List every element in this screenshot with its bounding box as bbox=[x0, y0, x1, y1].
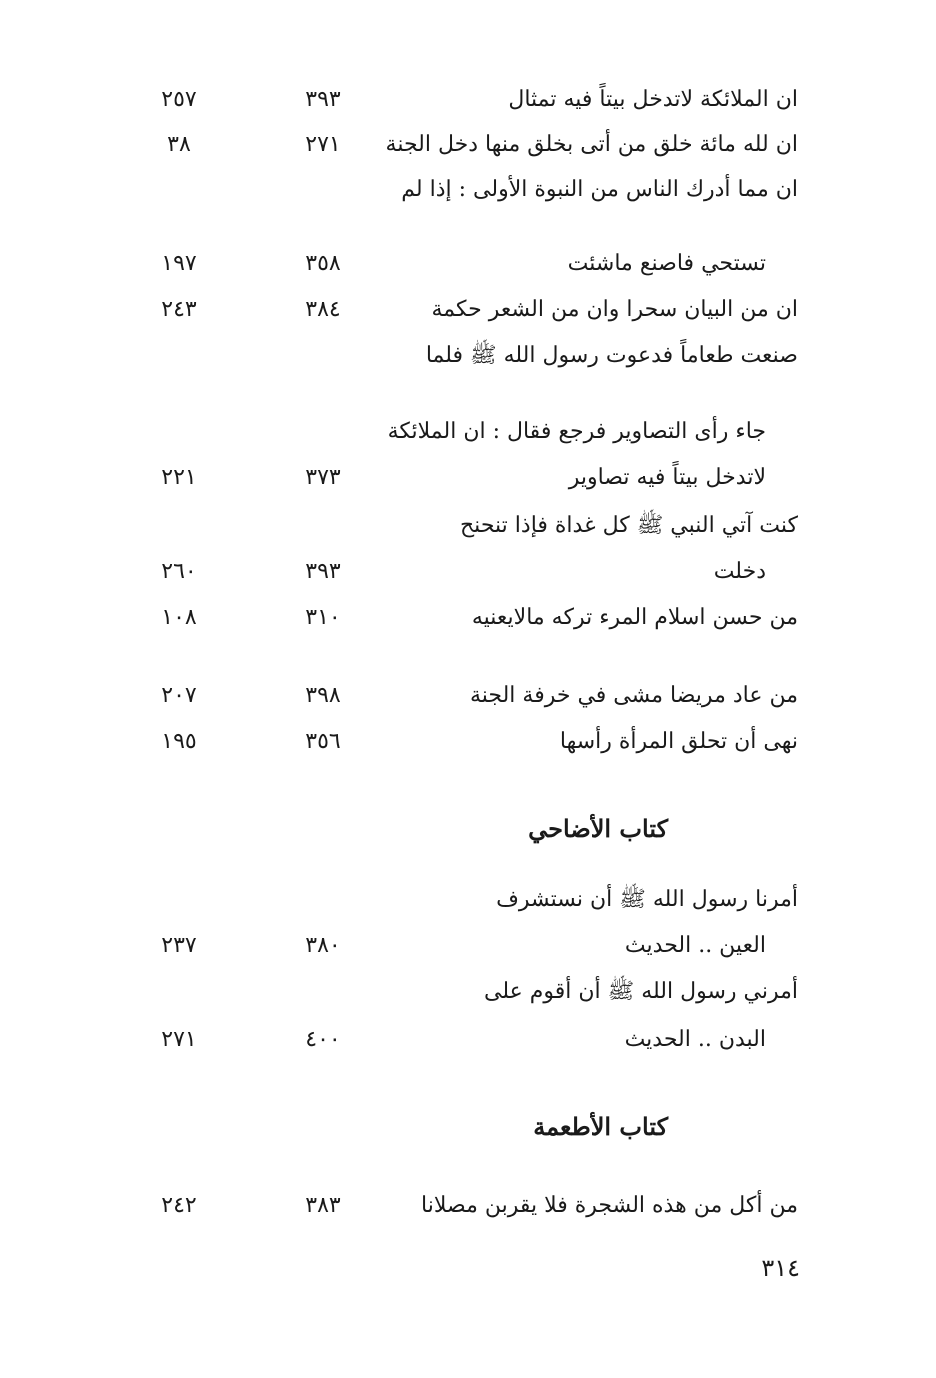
entry-ref-b: ١٩٧ bbox=[161, 251, 197, 276]
entry-ref-b: ٢٦٠ bbox=[161, 559, 197, 584]
entry-ref-a: ٣٨٣ bbox=[305, 1193, 341, 1218]
entry-ref-a: ٤٠٠ bbox=[305, 1027, 341, 1052]
index-row bbox=[0, 80, 936, 120]
entry-text: جاء رأى التصاوير فرجع فقال : ان الملائكة bbox=[387, 419, 766, 444]
entry-text: البدن .. الحديث bbox=[624, 1027, 766, 1052]
entry-text: صنعت طعاماً فدعوت رسول الله ﷺ فلما bbox=[425, 343, 798, 368]
index-row bbox=[0, 676, 936, 716]
entry-ref-b: ٢٥٧ bbox=[161, 87, 197, 112]
entry-ref-b: ٢٣٧ bbox=[161, 933, 197, 958]
entry-text: لاتدخل بيتاً فيه تصاوير bbox=[568, 465, 766, 490]
entry-ref-a: ٣٧٣ bbox=[305, 465, 341, 490]
index-row bbox=[0, 244, 936, 284]
entry-ref-a: ٣٨٤ bbox=[305, 297, 341, 322]
entry-text: أمرني رسول الله ﷺ أن أقوم على bbox=[484, 979, 798, 1004]
index-row bbox=[0, 125, 936, 165]
entry-text: كنت آتي النبي ﷺ كل غداة فإذا تنحنح bbox=[459, 513, 798, 538]
index-row bbox=[0, 170, 936, 210]
index-row bbox=[0, 880, 936, 920]
index-row bbox=[0, 1186, 936, 1226]
section-heading: كتاب الأضاحي bbox=[528, 814, 668, 843]
index-row bbox=[0, 290, 936, 330]
entry-text: من أكل من هذه الشجرة فلا يقربن مصلانا bbox=[421, 1193, 798, 1218]
entry-ref-b: ٢٢١ bbox=[161, 465, 197, 490]
entry-text: ان لله مائة خلق من أتى بخلق منها دخل الجنة bbox=[385, 132, 798, 157]
entry-ref-b: ٢٤٣ bbox=[161, 297, 197, 322]
page-number: ٣١٤ bbox=[761, 1254, 800, 1282]
entry-ref-a: ٢٧١ bbox=[305, 132, 341, 157]
entry-ref-a: ٣٩٣ bbox=[305, 559, 341, 584]
entry-text: من حسن اسلام المرء تركه مالايعنيه bbox=[471, 605, 798, 630]
entry-ref-b: ١٠٨ bbox=[161, 605, 197, 630]
index-row bbox=[0, 506, 936, 546]
index-row bbox=[0, 458, 936, 498]
index-row bbox=[0, 926, 936, 966]
entry-text: ان من البيان سحرا وان من الشعر حكمة bbox=[431, 297, 798, 322]
entry-ref-b: ٢٠٧ bbox=[161, 683, 197, 708]
entry-ref-a: ٣٥٦ bbox=[305, 729, 341, 754]
index-row bbox=[0, 552, 936, 592]
section-heading: كتاب الأطعمة bbox=[533, 1112, 668, 1141]
entry-ref-b: ١٩٥ bbox=[161, 729, 197, 754]
entry-ref-b: ٣٨ bbox=[167, 132, 191, 157]
index-row bbox=[0, 972, 936, 1012]
entry-text: ان الملائكة لاتدخل بيتاً فيه تمثال bbox=[508, 87, 798, 112]
entry-text: تستحي فاصنع ماشئت bbox=[567, 251, 766, 276]
index-row bbox=[0, 1020, 936, 1060]
entry-ref-b: ٢٤٢ bbox=[161, 1193, 197, 1218]
entry-text: ان مما أدرك الناس من النبوة الأولى : إذا لم bbox=[401, 177, 798, 202]
entry-ref-a: ٣١٠ bbox=[305, 605, 341, 630]
entry-text: نهى أن تحلق المرأة رأسها bbox=[559, 729, 798, 754]
entry-text: أمرنا رسول الله ﷺ أن نستشرف bbox=[496, 887, 798, 912]
entry-ref-a: ٣٩٣ bbox=[305, 87, 341, 112]
entry-ref-b: ٢٧١ bbox=[161, 1027, 197, 1052]
index-row bbox=[0, 598, 936, 638]
entry-text: دخلت bbox=[713, 559, 766, 584]
entry-ref-a: ٣٩٨ bbox=[305, 683, 341, 708]
index-row bbox=[0, 722, 936, 762]
entry-ref-a: ٣٥٨ bbox=[305, 251, 341, 276]
entry-text: من عاد مريضا مشى في خرفة الجنة bbox=[469, 683, 798, 708]
index-row bbox=[0, 336, 936, 376]
entry-text: العين .. الحديث bbox=[624, 933, 766, 958]
entry-ref-a: ٣٨٠ bbox=[305, 933, 341, 958]
index-row bbox=[0, 412, 936, 452]
